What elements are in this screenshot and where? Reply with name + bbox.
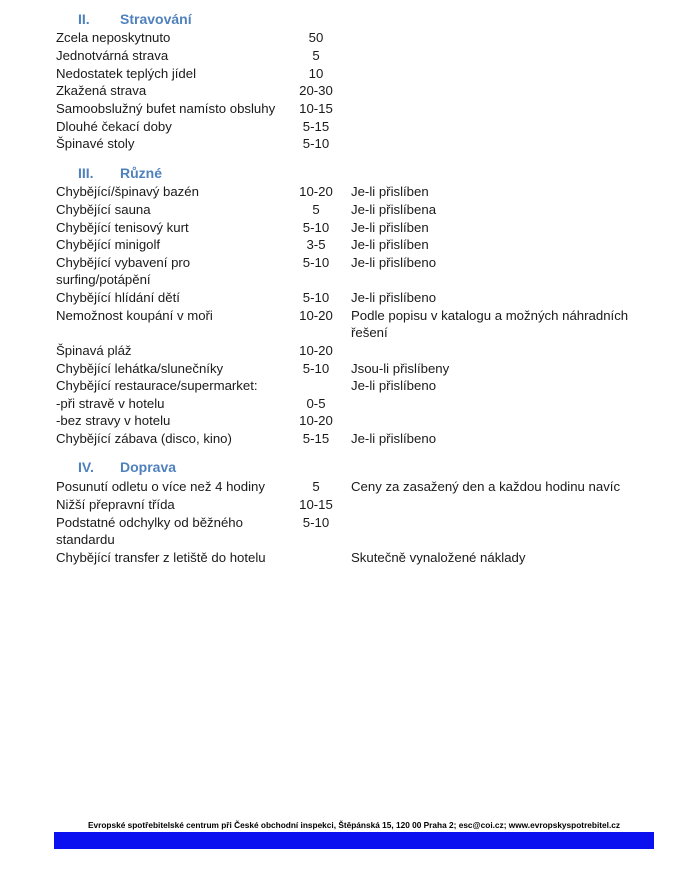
row-label: Zkažená strava [56, 83, 147, 98]
row-value: 50 [308, 30, 324, 45]
row-note: Je-li přislíbeno [351, 255, 437, 270]
row-value: 5 [312, 202, 320, 217]
row-label: Chybějící tenisový kurt [56, 220, 189, 235]
row-note: Je-li přislíbena [351, 202, 437, 217]
row-note: Podle popisu v katalogu a možných náhradních [351, 308, 629, 323]
row-note: Je-li přislíbeno [351, 378, 437, 393]
row-value: 10-20 [299, 308, 333, 323]
row-value: 5-10 [302, 361, 330, 376]
row-label: Zcela neposkytnuto [56, 30, 171, 45]
row-value: 10-20 [299, 343, 333, 358]
row-value: 5-10 [302, 136, 330, 151]
footer-text: Evropské spotřebitelské centrum při České obchodní inspekci, Štěpánská 15, 120 00 Praha 2; esc@coi.cz; www.evropskyspotrebitel.cz [87, 820, 621, 830]
section-title: Různé [120, 165, 162, 181]
row-value: 5-10 [302, 515, 330, 530]
row-label: Chybějící minigolf [56, 237, 161, 252]
row-value: 3-5 [306, 237, 326, 252]
row-label: Chybějící restaurace/supermarket: [56, 378, 258, 393]
section-number: II. [78, 11, 90, 27]
row-note-continuation: řešení [351, 325, 388, 340]
row-label: Dlouhé čekací doby [56, 119, 172, 134]
row-label: Chybějící vybavení pro [56, 255, 191, 270]
row-label: Nižší přepravní třída [56, 497, 175, 512]
row-value: 5-15 [302, 431, 330, 446]
row-value: 5 [312, 479, 320, 494]
row-label: Jednotvárná strava [56, 48, 169, 63]
row-label-continuation: standardu [56, 532, 115, 547]
row-note: Skutečně vynaložené náklady [351, 550, 526, 565]
row-label: Špinavé stoly [56, 136, 135, 151]
row-value: 10-15 [299, 497, 333, 512]
row-value: 5 [312, 48, 320, 63]
row-label: Nemožnost koupání v moři [56, 308, 213, 323]
row-note: Je-li přislíbeno [351, 431, 437, 446]
section-title: Stravování [120, 11, 192, 27]
row-value: 5-15 [302, 119, 330, 134]
row-value: 10 [308, 66, 324, 81]
row-value: 5-10 [302, 290, 330, 305]
row-note: Je-li přislíbeno [351, 290, 437, 305]
row-label: Podstatné odchylky od běžného [56, 515, 243, 530]
row-value: 5-10 [302, 255, 330, 270]
row-value: 5-10 [302, 220, 330, 235]
row-label: Špinavá pláž [56, 343, 132, 358]
row-label: Chybějící zábava (disco, kino) [56, 431, 232, 446]
row-value: 20-30 [299, 83, 333, 98]
row-value: 10-20 [299, 413, 333, 428]
row-note: Ceny za zasažený den a každou hodinu navíc [351, 479, 621, 494]
row-label-continuation: surfing/potápění [56, 272, 151, 287]
row-value: 10-15 [299, 101, 333, 116]
row-note: Je-li přislíben [351, 220, 429, 235]
row-note: Je-li přislíben [351, 184, 429, 199]
row-label: Chybějící/špinavý bazén [56, 184, 199, 199]
row-label: -bez stravy v hotelu [56, 413, 171, 428]
row-label: -při stravě v hotelu [56, 396, 165, 411]
section-number: IV. [78, 459, 94, 475]
row-label: Chybějící sauna [56, 202, 151, 217]
row-note: Je-li přislíben [351, 237, 429, 252]
row-label: Posunutí odletu o více než 4 hodiny [56, 479, 265, 494]
row-note: Jsou-li přislíbeny [351, 361, 450, 376]
row-value: 0-5 [306, 396, 326, 411]
section-title: Doprava [120, 459, 177, 475]
footer-bar [54, 832, 654, 849]
section-number: III. [78, 165, 94, 181]
row-label: Chybějící hlídání dětí [56, 290, 180, 305]
row-value: 10-20 [299, 184, 333, 199]
row-label: Chybějící lehátka/slunečníky [56, 361, 224, 376]
row-label: Samoobslužný bufet namísto obsluhy [56, 101, 276, 116]
row-label: Nedostatek teplých jídel [56, 66, 197, 81]
row-label: Chybějící transfer z letiště do hotelu [56, 550, 266, 565]
